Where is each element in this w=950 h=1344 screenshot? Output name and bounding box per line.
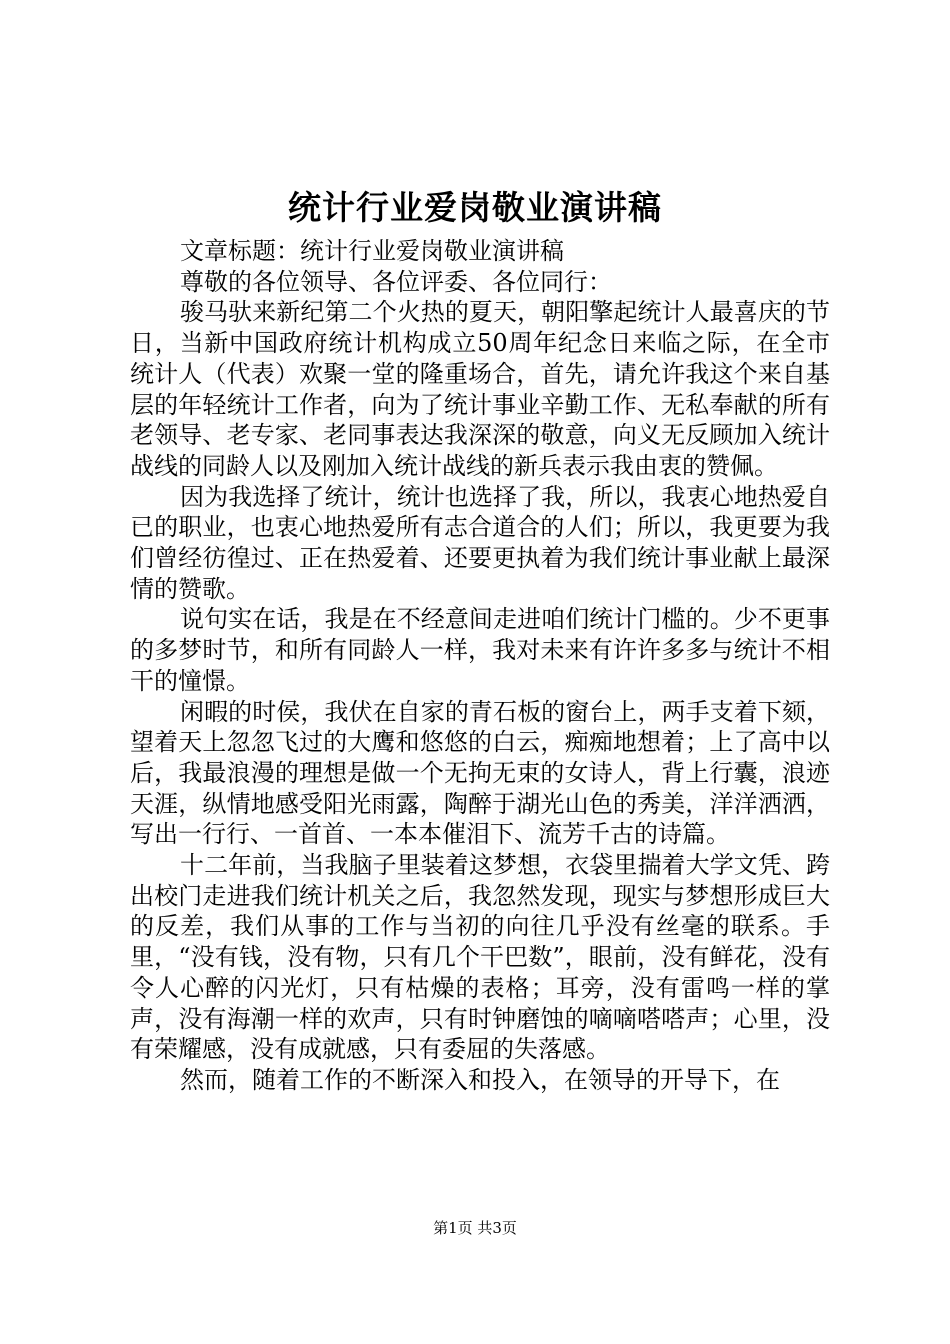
paragraph: 然而，随着工作的不断深入和投入，在领导的开导下，在 — [180, 1065, 780, 1094]
paragraph: 十二年前，当我脑子里装着这梦想，衣袋里揣着大学文凭、跨出校门走进我们统计机关之后，我忽然发现，现实与梦想形成巨大的反差，我们从事的工作与当初的向往几乎没有丝毫的联系。手里，“没有钱，没有物，只有几个干巴数”，眼前，没有鲜花，没有令人心醉的闪光灯，只有枯燥的表格；耳旁，没有雷鸣一样的掌声，没有海潮一样的欢声，只有时钟磨蚀的嘀嘀嗒嗒声；心里，没有荣耀感，没有成就感，只有委屈的失落感。 — [130, 851, 830, 1064]
paragraph: 因为我选择了统计，统计也选择了我，所以，我衷心地热爱自已的职业，也衷心地热爱所有志合道合的人们；所以，我更要为我们曾经彷徨过、正在热爱着、还要更执着为我们统计事业献上最深情的赞歌。 — [130, 482, 830, 603]
paragraph: 闲暇的时侯，我伏在自家的青石板的窗台上，两手支着下颏，望着天上忽忽飞过的大鹰和悠悠的白云，痴痴地想着；上了高中以后，我最浪漫的理想是做一个无拘无束的女诗人，背上行囊，浪迹天涯，纵情地感受阳光雨露，陶醉于湖光山色的秀美，洋洋洒洒，写出一行行、一首首、一本本催泪下、流芳千古的诗篇。 — [130, 697, 830, 849]
paragraph: 说句实在话，我是在不经意间走进咱们统计门槛的。少不更事的多梦时节，和所有同龄人一样，我对未来有许许多多与统计不相干的憧憬。 — [130, 605, 830, 695]
document-title: 统计行业爱岗敬业演讲稿 — [288, 188, 662, 227]
paragraph-salutation: 尊敬的各位领导、各位评委、各位同行： — [180, 267, 612, 296]
page-footer: 第1页 共3页 — [433, 1219, 517, 1237]
document-body — [130, 236, 830, 1096]
paragraph: 骏马驮来新纪第二个火热的夏天，朝阳擎起统计人最喜庆的节日，当新中国政府统计机构成立50周年纪念日来临之际，在全市统计人（代表）欢聚一堂的隆重场合，首先，请允许我这个来自基层的年轻统计工作者，向为了统计事业辛勤工作、无私奉献的所有老领导、老专家、老同事表达我深深的敬意，向义无反顾加入统计战线的同龄人以及刚加入统计战线的新兵表示我由衷的赞佩。 — [130, 298, 830, 480]
paragraph-article-title: 文章标题：统计行业爱岗敬业演讲稿 — [180, 237, 564, 265]
